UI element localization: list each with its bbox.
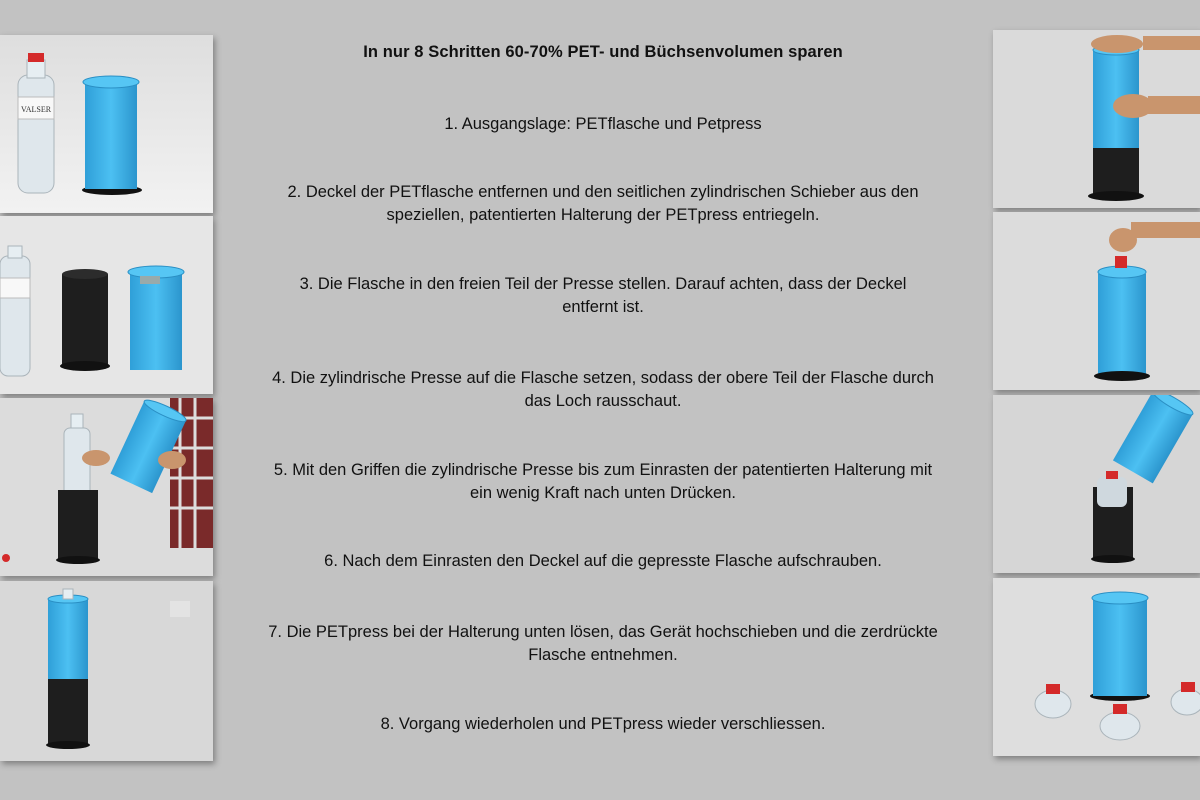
step-8: 8. Vorgang wiederholen und PETpress wieder verschliessen.: [380, 715, 826, 733]
photo-step-2-press-open: [0, 216, 213, 394]
bottle-label-text: VALSER: [20, 105, 52, 114]
photo-step-5-pressing: [993, 30, 1200, 208]
page-title: In nur 8 Schritten 60-70% PET- und Büchsenvolumen sparen: [363, 43, 843, 61]
step-4: 4. Die zylindrische Presse auf die Flasche setzen, sodass der obere Teil der Flasche durch das Loch rausschaut.: [272, 369, 934, 410]
step-1: 1. Ausgangslage: PETflasche und Petpress: [444, 115, 762, 133]
photo-step-4-press-assembled: [0, 581, 213, 761]
step-3: 3. Die Flasche in den freien Teil der Presse stellen. Darauf achten, dass der Deckel entfernt ist.: [299, 275, 907, 316]
instructions-panel: [230, 0, 976, 800]
step-7: 7. Die PETpress bei der Halterung unten lösen, das Gerät hochschieben und die zerdrückte Flasche entnehmen.: [268, 623, 938, 664]
photo-step-3-bottle-in-press: [0, 398, 213, 576]
photo-step-1-bottle-and-press: [0, 35, 213, 213]
photo-step-7-lift-press: [993, 395, 1200, 573]
step-6: 6. Nach dem Einrasten den Deckel auf die gepresste Flasche aufschrauben.: [324, 552, 882, 570]
step-2: 2. Deckel der PETflasche entfernen und den seitlichen zylindrischen Schieber aus den speziellen, patentierten Halterung der PETpress entriegeln.: [287, 183, 919, 224]
photo-step-8-crushed-bottles: [993, 578, 1200, 756]
photo-step-6-screw-cap: [993, 212, 1200, 390]
step-5: 5. Mit den Griffen die zylindrische Presse bis zum Einrasten der patentierten Halterung mit ein wenig Kraft nach unten Drücken.: [273, 461, 933, 502]
